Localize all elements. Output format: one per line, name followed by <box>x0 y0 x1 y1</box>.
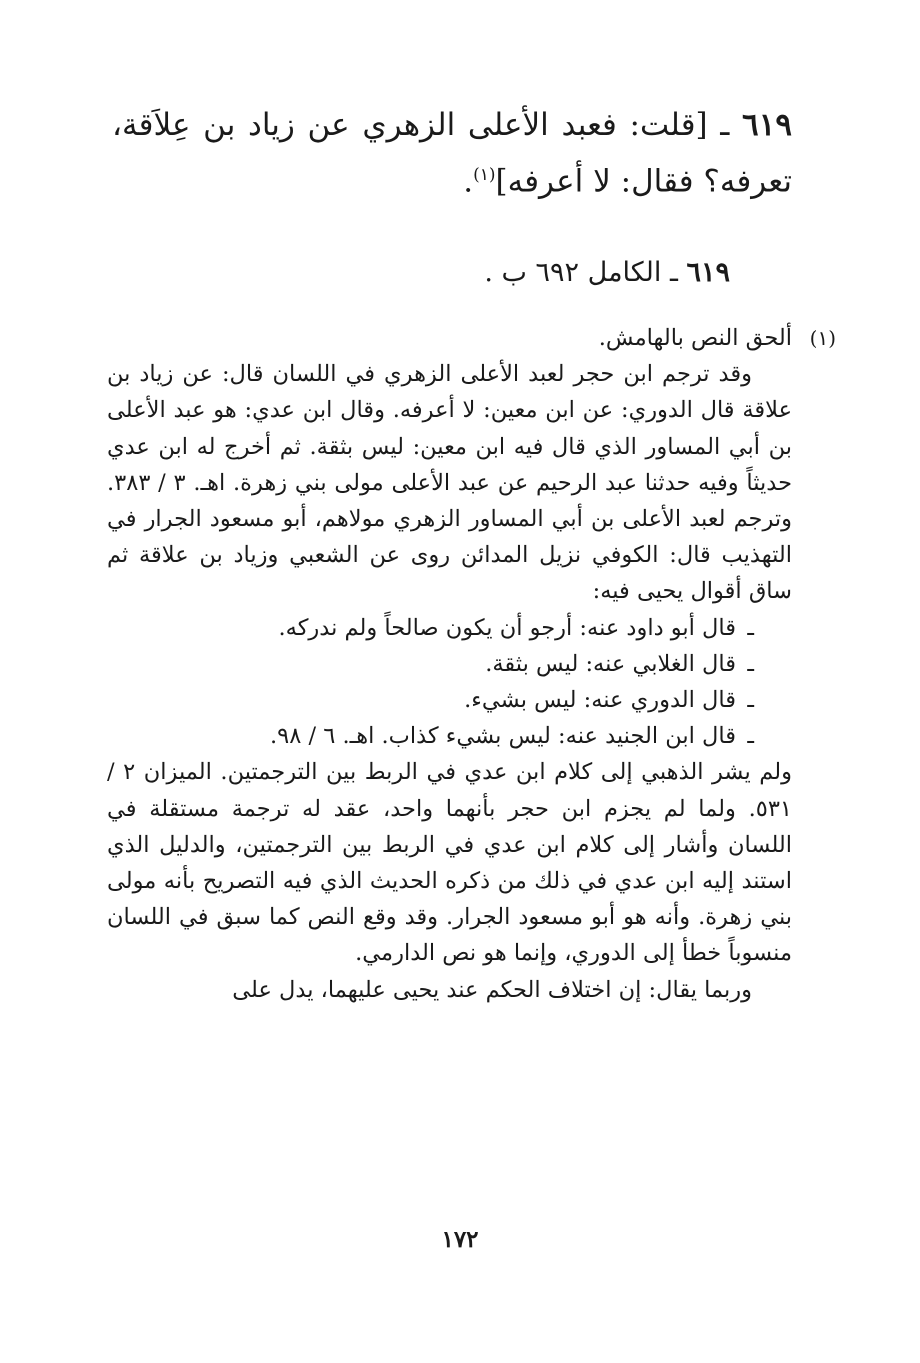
entry-answer: لا أعرفه <box>507 163 611 200</box>
list-item <box>107 610 792 646</box>
source-number: ٦١٩ <box>686 257 730 288</box>
footnote-first-line <box>107 320 836 356</box>
footnote-paragraph-2: ولم يشر الذهبي إلى كلام ابن عدي في الربط بين الترجمتين. الميزان ٢ / ٥٣١. ولما لم يجزم ابن حجر بأنهما واحد، عقد له ترجمة مستقلة في اللسان وأشار إلى كلام ابن عدي في الربط بين الترجمتين، والدليل الذي استند إليه ابن عدي في ذلك من ذكره الحديث الذي فيه التصريح بأنه مولى بني زهرة. وأنه هو أبو مسعود الجرار. وقد وقع النص كما سبق في اللسان منسوباً خطأ إلى الدوري، وإنما هو نص الدارمي. <box>107 759 792 967</box>
list-item-text: قال ابن الجنيد عنه: ليس بشيء كذاب. اهـ. ٦ / ٩٨. <box>270 723 736 750</box>
list-item <box>107 646 792 682</box>
list-item-text: قال الغلابي عنه: ليس بثقة. <box>485 650 736 677</box>
list-dash: ـ <box>747 614 754 641</box>
entry-end: . <box>463 163 474 200</box>
list-dash: ـ <box>747 723 754 750</box>
footnote-paragraph-3: وربما يقال: إن اختلاف الحكم عند يحيى عليهما، يدل على <box>232 976 752 1003</box>
entry-text-a: ـ [قلت: فعبد الأعلى الزهري عن زياد بن عِلاَقة، تعرفه؟ فقال: <box>112 107 792 200</box>
footnote-marker: (١) <box>809 326 836 350</box>
source-text: ـ الكامل ٦٩٢ ب . <box>484 257 687 288</box>
list-dash: ـ <box>747 650 754 677</box>
list-item-text: قال أبو داود عنه: أرجو أن يكون صالحاً ولم ندركه. <box>278 614 736 641</box>
source-reference <box>484 255 730 291</box>
footnote-paragraph-1: وقد ترجم ابن حجر لعبد الأعلى الزهري في اللسان قال: عن زياد بن علاقة قال الدوري: عن ابن معين: لا أعرفه. وقال ابن عدي: هو عبد الأعلى بن أبي المساور الذي قال فيه ابن معين: ليس بثقة. ثم أخرج له ابن عدي حديثاً وفيه حدثنا عبد الرحيم عن عبد الأعلى مولى بني زهرة. اهـ. ٣ / ٣٨٣. وترجم لعبد الأعلى بن أبي المساور الزهري مولاهم، أبو مسعود الجرار في التهذيب قال: الكوفي نزيل المدائن روى عن الشعبي وزياد بن علاقة ثم ساق أقوال يحيى فيه: <box>107 361 792 605</box>
list-item <box>107 718 792 754</box>
list-item <box>107 682 792 718</box>
list-item-text: قال الدوري عنه: ليس بشيء. <box>464 687 736 714</box>
page-number: ١٧٢ <box>441 1226 479 1253</box>
footnote-first-text: ألحق النص بالهامش. <box>598 325 792 351</box>
footnotes <box>107 320 836 1008</box>
footnote-reference: (١) <box>473 165 496 185</box>
entry-number: ٦١٩ <box>742 107 792 143</box>
footnote-list <box>107 610 792 755</box>
list-dash: ـ <box>747 687 754 714</box>
main-entry <box>112 100 792 206</box>
entry-bracket: ] <box>495 163 508 200</box>
